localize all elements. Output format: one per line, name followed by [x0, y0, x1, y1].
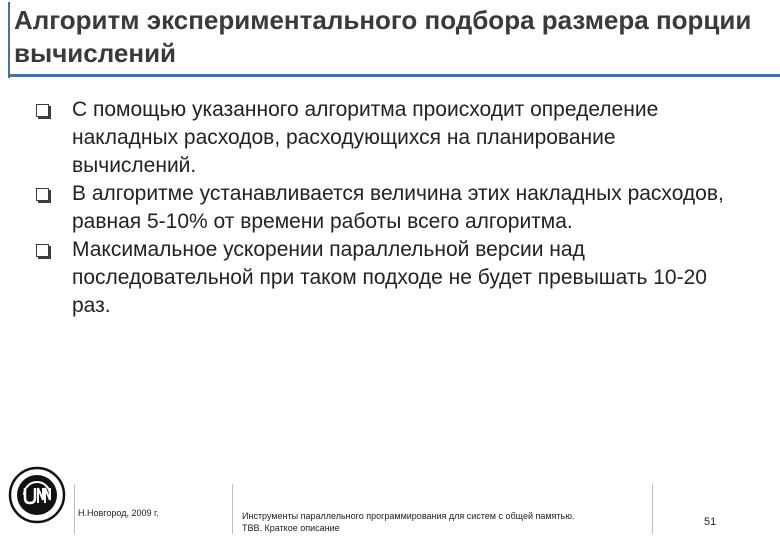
footer-location-date: Н.Новгород, 2009 г. — [78, 508, 159, 518]
footer-course-line2: TBB. Краткое описание — [242, 523, 340, 533]
checkbox-bullet-icon — [36, 188, 49, 201]
footer-divider — [652, 484, 653, 534]
footer-divider — [74, 484, 75, 534]
bullet-item — [36, 180, 726, 236]
slide-title: Алгоритм экспериментального подбора размера порции вычислений — [14, 5, 752, 68]
footer-divider — [232, 484, 233, 534]
title-left-rule — [8, 2, 10, 78]
bullet-text: Максимальное ускорении параллельной версии над последовательной при таком подходе не будет превышать 10-20 раз. — [72, 238, 707, 317]
bullet-item — [36, 96, 726, 180]
bullet-text: В алгоритме устанавливается величина этих накладных расходов, равная 5-10% от времени работы всего алгоритма. — [72, 182, 724, 233]
footer-course-line1: Инструменты параллельного программирования для систем с общей памятью. — [242, 511, 575, 521]
bullet-list — [36, 96, 726, 320]
page-number: 51 — [704, 516, 717, 528]
checkbox-bullet-icon — [36, 244, 49, 257]
unn-logo — [8, 466, 66, 524]
bullet-text: С помощью указанного алгоритма происходит определение накладных расходов, расходующихся на планирование вычислений. — [72, 98, 659, 177]
checkbox-bullet-icon — [36, 104, 49, 117]
unn-logo-icon — [8, 466, 66, 524]
bullet-item — [36, 236, 726, 320]
title-underline — [8, 74, 780, 77]
